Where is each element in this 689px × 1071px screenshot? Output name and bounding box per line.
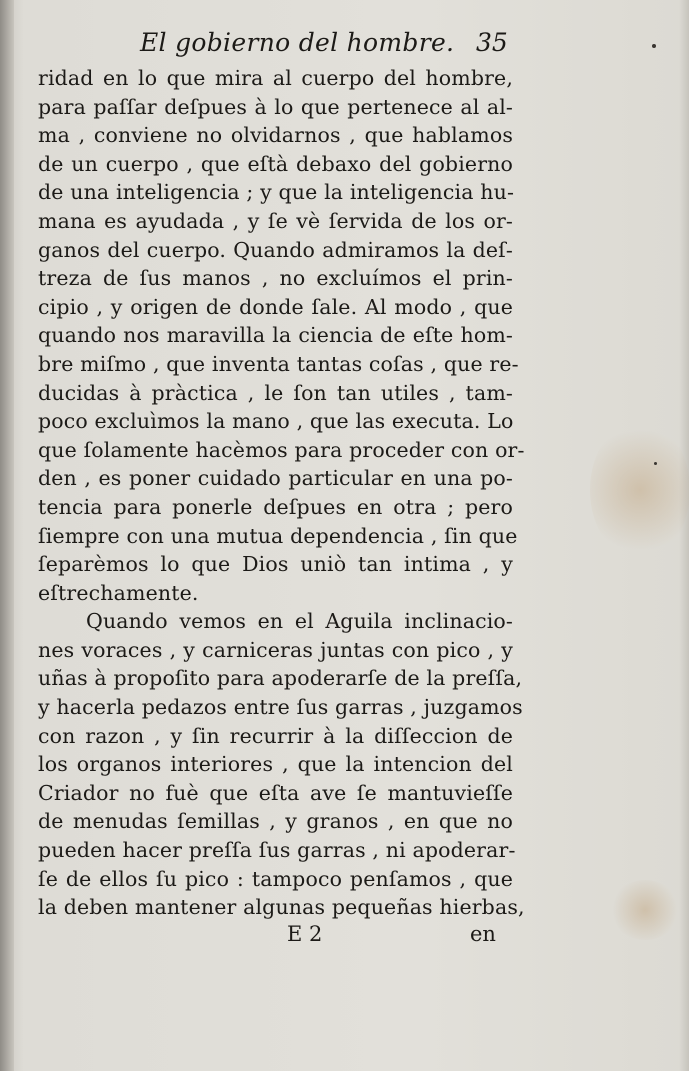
catchword: en — [470, 922, 496, 946]
text-line: ridad en lo que mira al cuerpo del hombre, — [38, 66, 513, 90]
text-line: ma , conviene no olvidarnos , que hablamos — [38, 123, 513, 148]
page-footer — [0, 922, 689, 952]
text-line: uñas à propoſito para apoderarſe de la preſſa, — [38, 666, 523, 691]
text-line: ſeparèmos lo que Dios uniò tan intima , y — [38, 552, 513, 577]
text-line: con razon , y ſin recurrir à la diſſeccion de — [38, 723, 513, 748]
text-line: ſiempre con una mutua dependencia , ſin que — [38, 523, 518, 548]
paper-stain — [590, 420, 689, 560]
text-line: la deben mantener algunas pequeñas hierbas, — [38, 895, 525, 920]
text-line: para paſſar deſpues à lo que pertenece al al- — [38, 94, 513, 119]
signature-mark: E 2 — [287, 922, 323, 946]
ink-spot — [652, 44, 656, 48]
text-line: pueden hacer preſſa ſus garras , ni apoderar- — [38, 838, 516, 863]
text-line: que ſolamente hacèmos para proceder con or- — [38, 437, 525, 462]
text-line: de menudas ſemillas , y granos , en que no — [38, 809, 513, 834]
text-line: tencia para ponerle deſpues en otra ; pero — [38, 494, 513, 519]
text-line: y hacerla pedazos entre ſus garras , juzgamos — [38, 695, 523, 720]
text-line: de una inteligencia ; y que la inteligencia hu- — [38, 180, 515, 205]
text-line: treza de ſus manos , no excluímos el prin- — [38, 266, 513, 291]
text-line: quando nos maravilla la ciencia de eſte hom- — [38, 323, 513, 348]
page-number: 35 — [476, 28, 508, 57]
text-line: Criador no fuè que eſta ave ſe mantuvieſſe — [38, 780, 513, 805]
text-line: den , es poner cuidado particular en una po- — [38, 466, 513, 491]
paragraph-start-line: Quando vemos en el Aguila inclinacio- — [86, 609, 513, 634]
text-line: los organos interiores , que la intencion del — [38, 752, 513, 777]
text-line: bre miſmo , que inventa tantas coſas , que re- — [38, 351, 519, 376]
running-head-title: El gobierno del hombre. — [140, 28, 455, 57]
body-text — [38, 64, 525, 922]
ink-spot — [654, 462, 657, 465]
text-line: ganos del cuerpo. Quando admiramos la deſ- — [38, 237, 513, 262]
text-line: ducidas à pràctica , le ſon tan utiles , tam- — [38, 380, 513, 405]
text-line: eſtrechamente. — [38, 580, 199, 605]
text-line: poco excluìmos la mano , que las executa. Lo — [38, 409, 514, 434]
page-gutter — [0, 0, 14, 1071]
running-head — [140, 28, 520, 62]
text-line: nes voraces , y carniceras juntas con pico , y — [38, 637, 513, 662]
page-edge — [679, 0, 689, 1071]
text-line: ſe de ellos ſu pico : tampoco penſamos , que — [38, 866, 513, 891]
text-line: mana es ayudada , y ſe vè ſervida de los or- — [38, 208, 513, 233]
text-line: cipio , y origen de donde ſale. Al modo , que — [38, 294, 513, 319]
text-line: de un cuerpo , que eſtà debaxo del gobierno — [38, 151, 513, 176]
